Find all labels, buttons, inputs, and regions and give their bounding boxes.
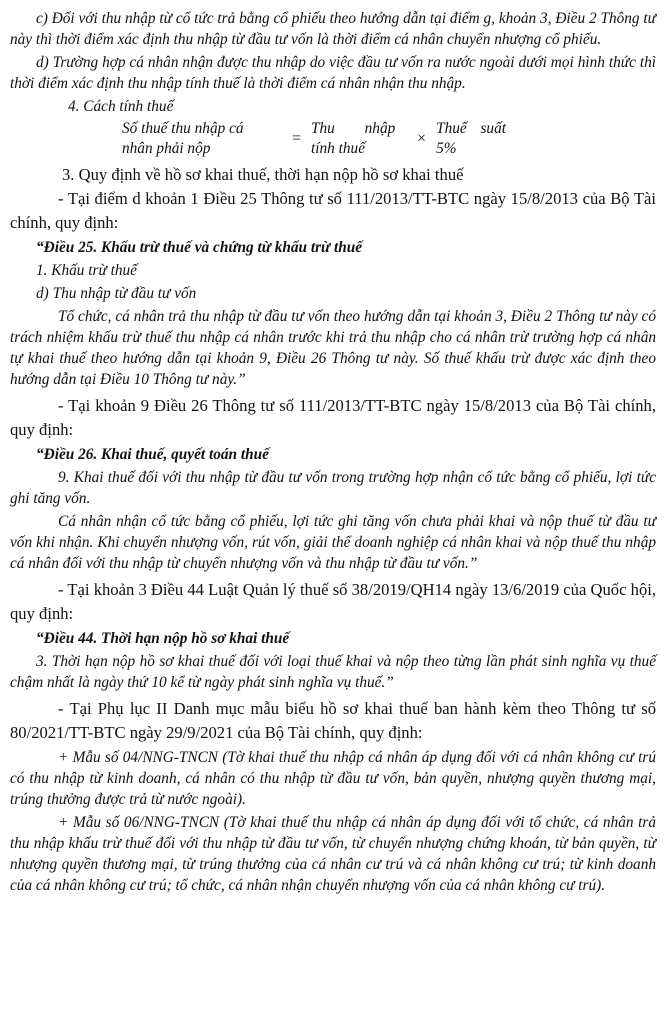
paragraph-article-25-ref: - Tại điểm d khoản 1 Điều 25 Thông tư số 111/2013/TT-BTC ngày 15/8/2013 của Bộ Tài chính, quy định: — [10, 189, 656, 232]
paragraph-appendix-ref: - Tại Phụ lục II Danh mục mẫu biểu hồ sơ khai thuế ban hành kèm theo Thông tư số 80/2021/TT-BTC ngày 29/9/2021 của Bộ Tài chính, quy định: — [10, 699, 656, 742]
paragraph-dividend-shares: c) Đối với thu nhập từ cổ tức trả bằng cổ phiếu theo hướng dẫn tại điểm g, khoản 3, Điều 2 Thông tư này thì thời điểm xác định thu nhập từ đầu tư vốn là thời điểm cá nhân chuyển nhượng cổ phiếu. — [10, 10, 656, 48]
paragraph-form-06: + Mẫu số 06/NNG-TNCN (Tờ khai thuế thu nhập cá nhân áp dụng đối với tổ chức, cá nhân trả thu nhập khấu trừ thuế đối với thu nhập từ đầu tư vốn, từ chuyển nhượng chứng khoán, từ bản quyền, từ nhượng quyền thương mại, từ trúng thưởng của cá nhân cư trú và cá nhân không cư trú; từ kinh doanh của cá nhân không cư trú; tổ chức, cá nhân nhận chuyển nhượng vốn của cá nhân không cư trú). — [10, 814, 656, 894]
paragraph-withholding-duty: Tổ chức, cá nhân trả thu nhập từ đầu tư vốn theo hướng dẫn tại khoản 3, Điều 2 Thông tư này có trách nhiệm khấu trừ thuế thu nhập cá nhân trước khi trả thu nhập cho cá nhân trừ trường hợp cá nhân tự khai thuế theo hướng dẫn tại khoản 9, Điều 26 Thông tư này. Số thuế khấu trừ được xác định theo hướng dẫn tại Điều 10 Thông tư này.” — [10, 308, 656, 388]
paragraph-article-26-ref: - Tại khoản 9 Điều 26 Thông tư số 111/2013/TT-BTC ngày 15/8/2013 của Bộ Tài chính, quy định: — [10, 396, 656, 439]
paragraph-foreign-investment: d) Trường hợp cá nhân nhận được thu nhập do việc đầu tư vốn ra nước ngoài dưới mọi hình thức thì thời điểm xác định thu nhập tính thuế là thời điểm cá nhân nhận thu nhập. — [10, 54, 656, 92]
heading-article-25: “Điều 25. Khấu trừ thuế và chứng từ khấu trừ thuế — [36, 239, 363, 256]
heading-article-44: “Điều 44. Thời hạn nộp hồ sơ khai thuế — [36, 630, 290, 647]
heading-withholding: 1. Khấu trừ thuế — [36, 262, 137, 279]
tax-formula — [122, 119, 656, 159]
paragraph-article-44-ref: - Tại khoản 3 Điều 44 Luật Quản lý thuế số 38/2019/QH14 ngày 13/6/2019 của Quốc hội, quy định: — [10, 580, 656, 623]
section-heading-3: 3. Quy định về hồ sơ khai thuế, thời hạn nộp hồ sơ khai thuế — [62, 165, 464, 184]
formula-lhs: Số thuế thu nhập cá nhân phải nộp — [122, 120, 244, 157]
paragraph-deadline: 3. Thời hạn nộp hồ sơ khai thuế đối với loại thuế khai và nộp theo từng lần phát sinh nghĩa vụ thuế chậm nhất là ngày thứ 10 kể từ ngày phát sinh nghĩa vụ thuế.” — [10, 653, 656, 691]
heading-article-26: “Điều 26. Khai thuế, quyết toán thuế — [36, 446, 269, 463]
heading-investment-income: d) Thu nhập từ đầu tư vốn — [36, 285, 197, 302]
heading-tax-calculation: 4. Cách tính thuế — [68, 98, 174, 115]
formula-times: × — [417, 130, 427, 147]
paragraph-share-dividends: Cá nhân nhận cổ tức bằng cổ phiếu, lợi tức ghi tăng vốn chưa phải khai và nộp thuế từ đầu tư vốn khi nhận. Khi chuyển nhượng vốn, rút vốn, giải thể doanh nghiệp cá nhân khai và nộp thuế thu nhập cá nhân đối với thu nhập từ chuyển nhượng vốn và thu nhập từ đầu tư vốn.” — [10, 513, 656, 572]
paragraph-declaration-9: 9. Khai thuế đối với thu nhập từ đầu tư vốn trong trường hợp nhận cổ tức bằng cổ phiếu, lợi tức ghi tăng vốn. — [10, 469, 656, 507]
paragraph-form-04: + Mẫu số 04/NNG-TNCN (Tờ khai thuế thu nhập cá nhân áp dụng đối với cá nhân không cư trú có thu nhập từ kinh doanh, cá nhân có thu nhập từ đầu tư vốn, bản quyền, nhượng quyền thương mại, trúng thưởng được trả từ nước ngoài). — [10, 749, 656, 808]
formula-equals: = — [292, 130, 302, 147]
formula-tax-rate: Thuế suất 5% — [436, 120, 506, 157]
formula-taxable-income: Thu nhập tính thuế — [311, 120, 396, 157]
